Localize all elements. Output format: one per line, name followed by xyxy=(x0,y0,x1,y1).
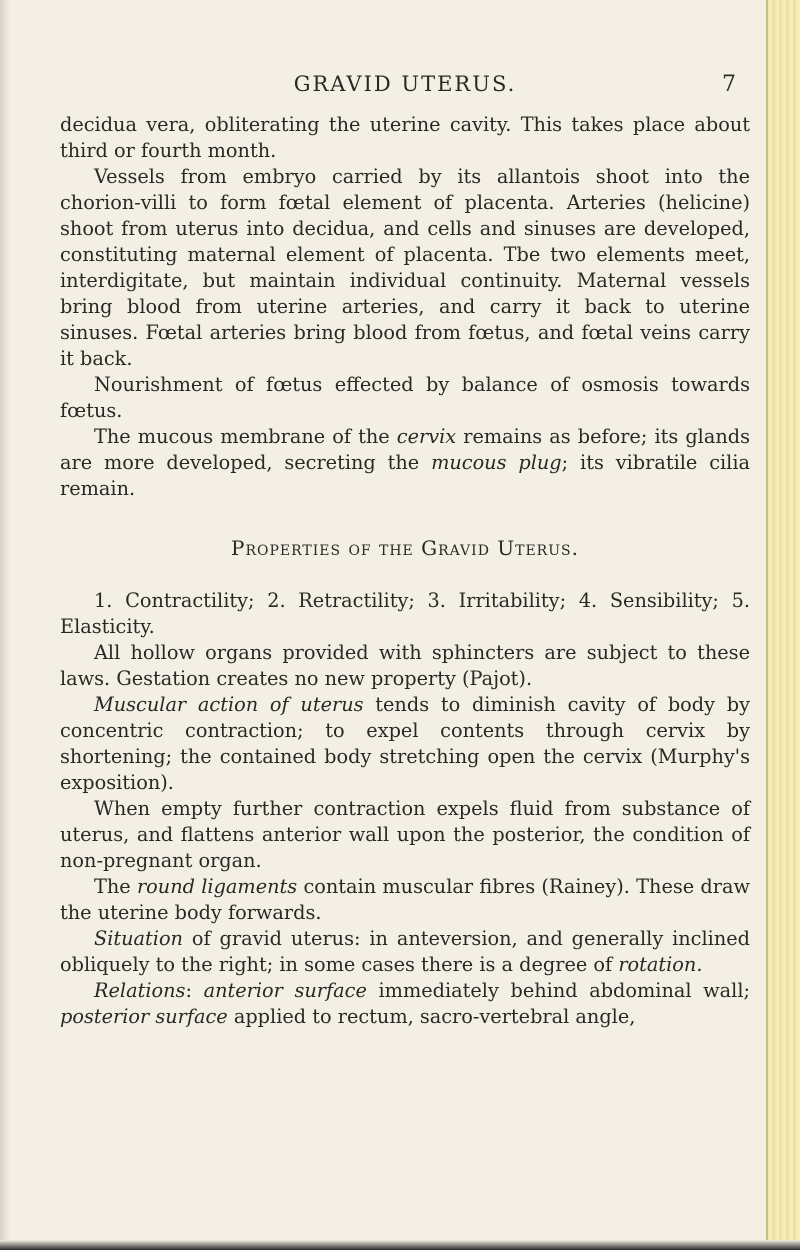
page-number: 7 xyxy=(722,72,736,97)
text-run: The mucous membrane of the xyxy=(94,425,397,448)
paragraph-round-ligaments xyxy=(60,874,750,926)
italic-term-mucous-plug: mucous plug xyxy=(431,451,562,474)
book-page xyxy=(60,72,750,1030)
paragraph-hollow-organs: All hollow organs provided with sphincters are subject to these laws. Gestation creates no new property (Pajot). xyxy=(60,641,750,690)
section-heading: Properties of the Gravid Uterus. xyxy=(231,536,579,560)
page-shadow-left xyxy=(0,0,10,1250)
paragraph-decidua: decidua vera, obliterating the uterine cavity. This takes place about third or fourth month. xyxy=(60,113,750,162)
text-run: of gravid uterus: in anteversion, and generally inclined obliquely to the right; in some cases there is a degree of xyxy=(60,927,750,976)
text-run: The xyxy=(94,875,137,898)
page-edge-bottom xyxy=(0,1240,800,1250)
paragraph-properties-list: 1. Contractility; 2. Retractility; 3. Irritability; 4. Sensibility; 5. Elasticity. xyxy=(60,589,750,638)
text-run: remains as before; its glands are more developed, secreting the xyxy=(60,425,751,474)
text-run: applied to rectum, sacro-vertebral angle, xyxy=(227,1005,636,1028)
italic-term-muscular-action: Muscular action of uterus xyxy=(94,693,364,716)
italic-term-round-ligaments: round ligaments xyxy=(136,875,298,898)
page-edge-right xyxy=(766,0,800,1250)
italic-term-situation: Situation xyxy=(94,927,183,950)
paragraph-vessels: Vessels from embryo carried by its allantois shoot into the chorion-villi to form fœtal element of placenta. Arteries (helicine) shoot from uterus into decidua, and cells and sinuses are developed, constituting maternal element of placenta. Tbe two elements meet, interdigitate, but maintain individual continuity. Maternal vessels bring blood from uterine arteries, and carry it back to uterine sinuses. Fœtal arteries bring blood from fœtus, and fœtal veins carry it back. xyxy=(60,165,750,370)
text-run: : xyxy=(185,979,204,1002)
italic-term-relations: Relations xyxy=(94,979,186,1002)
italic-term-posterior-surface: posterior surface xyxy=(60,1005,228,1028)
italic-term-anterior-surface: anterior surface xyxy=(203,979,367,1002)
paragraph-muscular-action xyxy=(60,692,750,796)
paragraph-empty-contraction: When empty further contraction expels fluid from substance of uterus, and flattens anterior wall upon the posterior, the condition of non-pregnant organ. xyxy=(60,797,750,872)
text-run: tends to diminish cavity of body by concentric contraction; to expel contents through cervix by shortening; the contained body stretching open the cervix (Murphy's exposition). xyxy=(60,693,751,794)
paragraph-relations xyxy=(60,978,750,1030)
running-title: GRAVID UTERUS. xyxy=(293,72,517,96)
italic-term-rotation: rotation. xyxy=(618,953,703,976)
text-run: immediately behind abdominal wall; xyxy=(366,979,750,1002)
text-run: ; its vibratile cilia remain. xyxy=(60,451,750,500)
paragraph-situation xyxy=(60,926,750,978)
text-run: contain muscular fibres (Rainey). These draw the uterine body forwards. xyxy=(60,875,750,924)
italic-term-cervix: cervix xyxy=(396,425,457,448)
paragraph-cervix xyxy=(60,424,750,502)
running-head xyxy=(60,72,750,112)
paragraph-nourishment: Nourishment of fœtus effected by balance of osmosis towards fœtus. xyxy=(60,373,750,422)
